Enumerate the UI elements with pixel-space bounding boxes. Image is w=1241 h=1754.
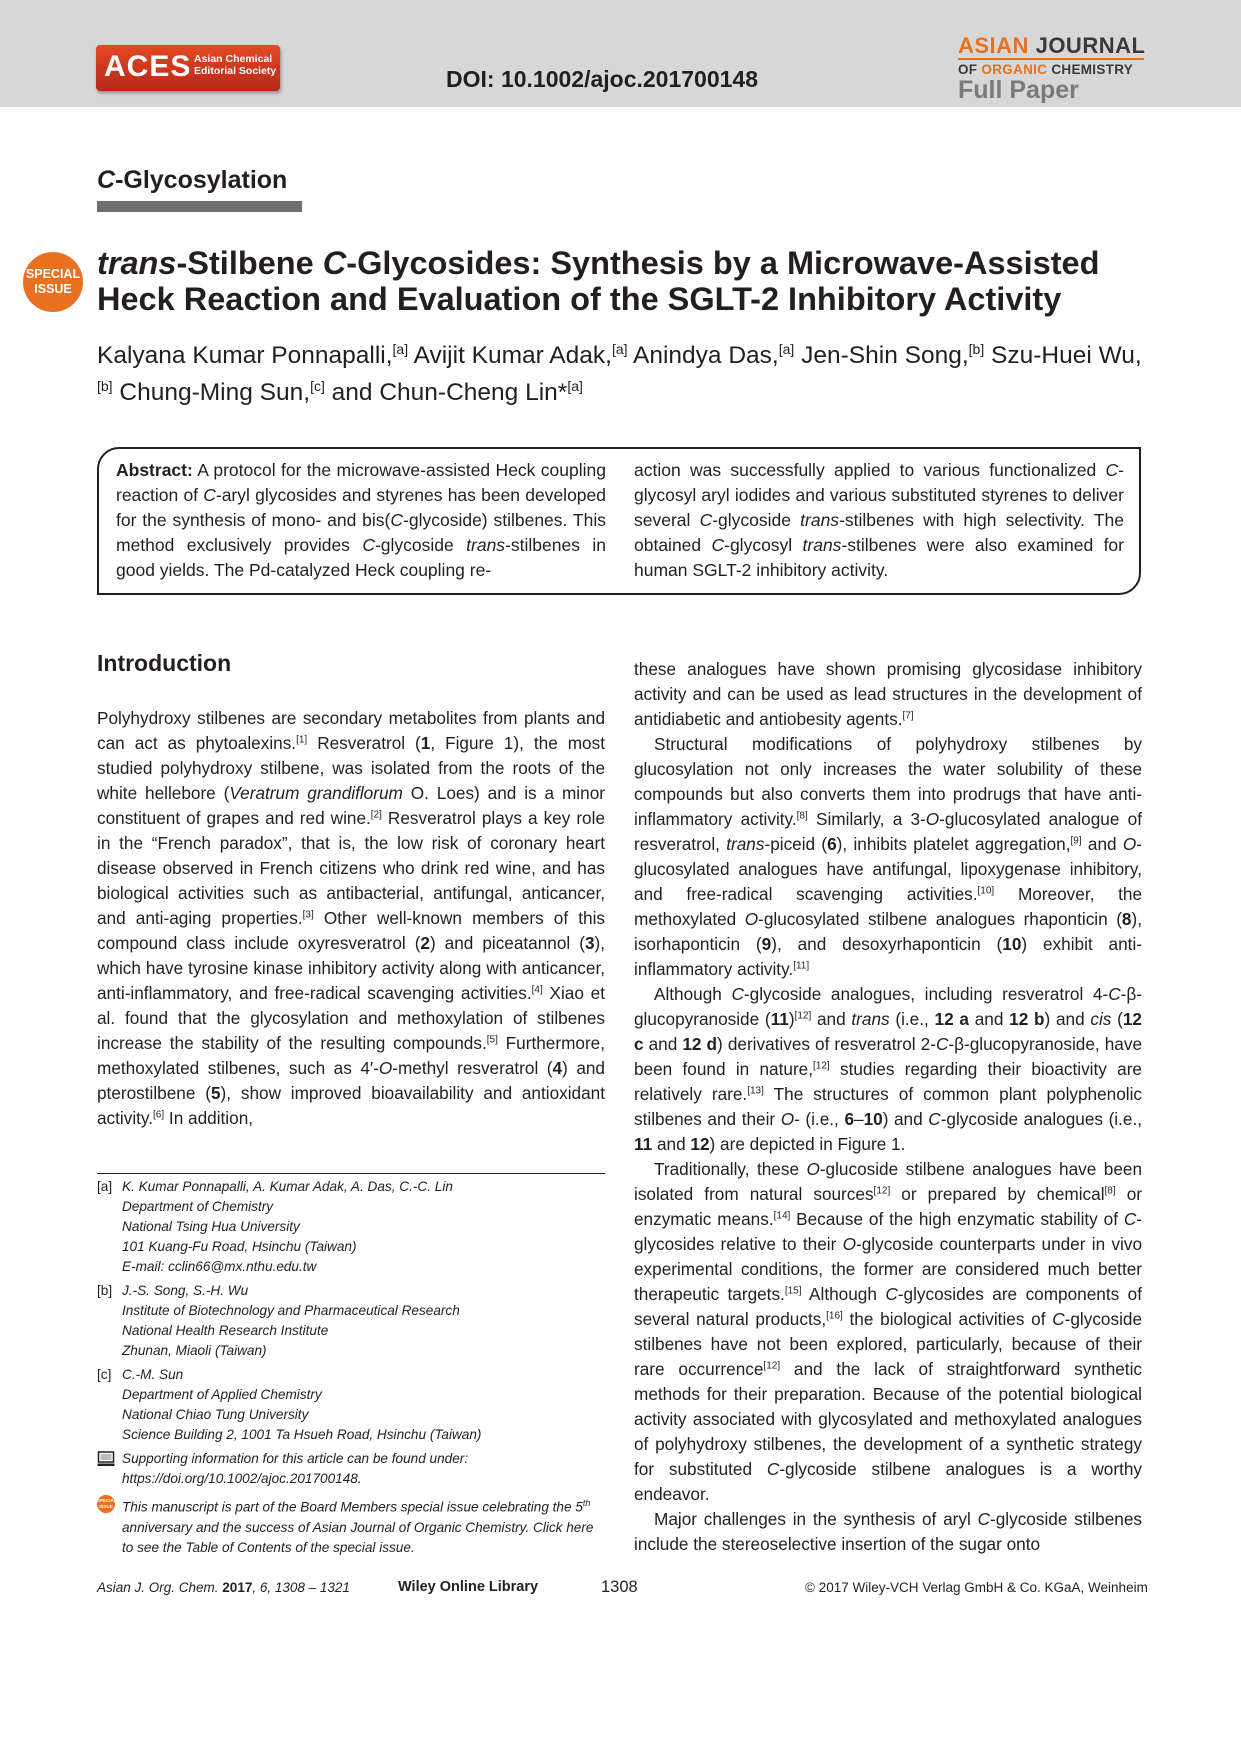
affiliation-tag: [c] xyxy=(97,1367,112,1382)
introduction-heading: Introduction xyxy=(97,650,232,676)
special-issue-text[interactable]: This manuscript is part of the Board Members special issue celebrating the 5th anniversary and the success of Asian Journal of Organic Chemistry. Click here to see the Table of Contents of the special issue. xyxy=(122,1498,594,1555)
journal-logo-word-journal: JOURNAL xyxy=(1035,33,1146,58)
citation-link[interactable]: [2] xyxy=(370,809,382,821)
citation-link[interactable]: [13] xyxy=(747,1085,764,1097)
section-label: C-Glycosylation xyxy=(97,166,288,194)
special-issue-badge[interactable] xyxy=(23,252,83,312)
affiliation-tag: [b] xyxy=(97,1283,113,1298)
citation-link[interactable]: [8] xyxy=(796,810,808,822)
journal-logo-asian xyxy=(958,33,1145,59)
citation-link[interactable]: [12] xyxy=(873,1185,891,1197)
citation-link[interactable]: [15] xyxy=(784,1285,802,1297)
footer-citation: Asian J. Org. Chem. 2017, 6, 1308 – 1321 xyxy=(97,1580,350,1595)
citation-link[interactable]: [3] xyxy=(302,909,314,921)
abstract-right-column: action was successfully applied to various functionalized C-glycosyl aryl iodides and various substituted styrenes to deliver several C-glycoside trans-stilbenes with high selectivity. The obtained C-glycosyl trans-stilbenes were also examined for human SGLT-2 inhibitory activity. xyxy=(634,460,1124,580)
aces-logo[interactable] xyxy=(96,45,280,91)
paragraph: Polyhydroxy stilbenes are secondary metabolites from plants and can act as phytoalexins.[1] Resveratrol (1, Figure 1), the most studied polyhydroxy stilbene, was isolated from the roots of the white hellebore (Veratrum grandiflorum O. Loes) and is a minor constituent of grapes and red wine.[2] Resveratrol plays a key role in the “French paradox”, that is, the low risk of coronary heart disease observed in French citizens who drink red wine, and has biological activities such as antibacterial, antifungal, anticancer, and anti-aging properties.[3] Other well-known members of this compound class include oxyresveratrol (2) and piceatannol (3), which have tyrosine kinase inhibitory activity along with anticancer, anti-inflammatory, and free-radical scavenging activities.[4] Xiao et al. found that the glycosylation and methoxylation of stilbenes increase the stability of the resulting compounds.[5] Furthermore, methoxylated stilbenes, such as 4′-O-methyl resveratrol (4) and pterostilbene (5), show improved bioavailability and antioxidant activity.[6] In addition, xyxy=(97,708,606,1128)
special-issue-note xyxy=(97,1493,607,1558)
article-type: Full Paper xyxy=(958,76,1079,104)
badge-line-2: ISSUE xyxy=(34,282,72,296)
citation-link[interactable]: [11] xyxy=(793,960,810,972)
abstract-left-column: Abstract: A protocol for the microwave-assisted Heck coupling reaction of C-aryl glycosides and styrenes has been developed for the synthesis of mono- and bis(C-glycoside) stilbenes. This method exclusively provides C-glycoside trans-stilbenes in good yields. The Pd-catalyzed Heck coupling re- xyxy=(116,460,606,580)
aces-logo-subtitle: Asian Chemical Editorial Society xyxy=(194,53,277,77)
citation-link[interactable]: [6] xyxy=(153,1109,165,1121)
paragraph: Traditionally, these O-glucoside stilbene analogues have been isolated from natural sources[12] or prepared by chemical[8] or enzymatic means.[14] Because of the high enzymatic stability of C-glycosides relative to their O-glycoside counterparts under in vivo experimental conditions, the former are considered much better therapeutic targets.[15] Although C-glycosides are components of several natural products,[16] the biological activities of C-glycoside stilbenes have not been explored, particularly, because of their rare occurrence[12] and the lack of straightforward synthetic methods for their preparation. Because of the potential biological activity associated with glycosylated and methoxylated analogues of polyhydroxy stilbenes, the development of a synthetic strategy for substituted C-glycoside stilbene analogues is a worthy endeavor. xyxy=(634,1159,1143,1504)
supporting-info-link[interactable]: https://doi.org/10.1002/ajoc.201700148. xyxy=(122,1471,362,1486)
special-issue-mini-badge: SPECIAL ISSUE xyxy=(97,1495,115,1513)
journal-logo-rule xyxy=(958,58,1144,60)
doi-link[interactable]: DOI: 10.1002/ajoc.201700148 xyxy=(446,66,759,92)
copyright-notice: © 2017 Wiley-VCH Verlag GmbH & Co. KGaA, Weinheim xyxy=(805,1580,1148,1595)
abstract-label: Abstract: xyxy=(116,460,193,480)
affiliation-tag: [a] xyxy=(97,1179,113,1194)
supporting-info-note: Supporting information for this article can be found under: https://doi.org/10.1002/ajoc.201700148. xyxy=(97,1449,607,1489)
journal-logo-word-chemistry: CHEMISTRY xyxy=(1051,62,1134,77)
journal-logo-word-asian: ASIAN xyxy=(958,33,1029,58)
paragraph: Although C-glycoside analogues, including resveratrol 4-C-β-glucopyranoside (11)[12] and trans (i.e., 12 a and 12 b) and cis (12 c and 12 d) derivatives of resveratrol 2-C-β-glucopyranoside, have been found in nature,[12] studies regarding their bioactivity are relatively rare.[13] The structures of common plant polyphenolic stilbenes and their O- (i.e., 6–10) and C-glycoside analogues (i.e., 11 and 12) are depicted in Figure 1. xyxy=(634,984,1143,1154)
citation-link[interactable]: [16] xyxy=(826,1310,843,1322)
citation-link[interactable]: [4] xyxy=(531,984,543,996)
paragraph: Structural modifications of polyhydroxy stilbenes by glucosylation not only increases the water solubility of these compounds but also converts them into prodrugs that have anti-inflammatory activity.[8] Similarly, a 3-O-glucosylated analogue of resveratrol, trans-piceid (6), inhibits platelet aggregation,[9] and O-glucosylated analogues have antifungal, lipoxygenase inhibitory, and free-radical scavenging activities.[10] Moreover, the methoxylated O-glucosylated stilbene analogues rhaponticin (8), isorhaponticin (9), and desoxyrhaponticin (10) exhibit anti-inflammatory activity.[11] xyxy=(634,734,1142,979)
citation-link[interactable]: [1] xyxy=(296,734,308,746)
email-link[interactable]: E-mail: cclin66@mx.nthu.edu.tw xyxy=(122,1259,317,1274)
affiliation-a: [a] K. Kumar Ponnapalli, A. Kumar Adak, A. Das, C.-C. Lin Department of Chemistry National Tsing Hua University 101 Kuang-Fu Road, Hsinchu (Taiwan) E-mail: cclin66@mx.nthu.edu.tw xyxy=(97,1177,607,1277)
journal-logo-word-organic: ORGANIC xyxy=(981,62,1048,77)
badge-line-1: SPECIAL xyxy=(25,267,81,281)
wiley-online-library-link[interactable]: Wiley Online Library xyxy=(398,1579,539,1595)
aces-logo-word: ACES xyxy=(104,50,192,83)
citation-link[interactable]: [9] xyxy=(1070,835,1082,847)
citation-link[interactable]: [12] xyxy=(763,1360,781,1372)
article-title: trans-Stilbene C-Glycosides: Synthesis by a Microwave-Assisted Heck Reaction and Evaluation of the SGLT-2 Inhibitory Activity xyxy=(97,245,1100,317)
citation-link[interactable]: [7] xyxy=(902,710,914,722)
citation-link[interactable]: [12] xyxy=(794,1010,812,1022)
computer-icon xyxy=(97,1451,115,1473)
body-column-left xyxy=(97,706,605,1131)
journal-logo-organic-chemistry xyxy=(958,62,1133,77)
citation-link[interactable]: [5] xyxy=(486,1034,498,1046)
affiliation-b: [b] J.-S. Song, S.-H. Wu Institute of Biotechnology and Pharmaceutical Research National Health Research Institute Zhunan, Miaoli (Taiwan) xyxy=(97,1283,460,1358)
section-bar xyxy=(97,201,302,212)
paragraph: Major challenges in the synthesis of aryl C-glycoside stilbenes include the stereoselective insertion of the sugar onto xyxy=(634,1509,1142,1554)
author-list: Kalyana Kumar Ponnapalli,[a] Avijit Kumar Adak,[a] Anindya Das,[a] Jen-Shin Song,[b] Szu-Huei Wu,[b] Chung-Ming Sun,[c] and Chun-Cheng Lin*[a] xyxy=(97,341,1142,407)
affiliation-c: [c] C.-M. Sun Department of Applied Chemistry National Chiao Tung University Science Building 2, 1001 Ta Hsueh Road, Hsinchu (Taiwan) xyxy=(97,1367,482,1442)
citation-link[interactable]: [14] xyxy=(773,1210,791,1222)
paragraph: these analogues have shown promising glycosidase inhibitory activity and can be used as lead structures in the development of antidiabetic and antiobesity agents.[7] xyxy=(634,659,1142,729)
citation-link[interactable]: [8] xyxy=(1104,1185,1116,1197)
page-number: 1308 xyxy=(601,1578,638,1596)
body-column-right xyxy=(634,657,1142,1557)
affiliations-footnotes xyxy=(97,1177,607,1562)
footnote-divider xyxy=(97,1173,605,1174)
citation-link[interactable]: [10] xyxy=(977,885,995,897)
citation-link[interactable]: [12] xyxy=(813,1060,830,1072)
journal-logo-word-of: OF xyxy=(958,62,978,77)
